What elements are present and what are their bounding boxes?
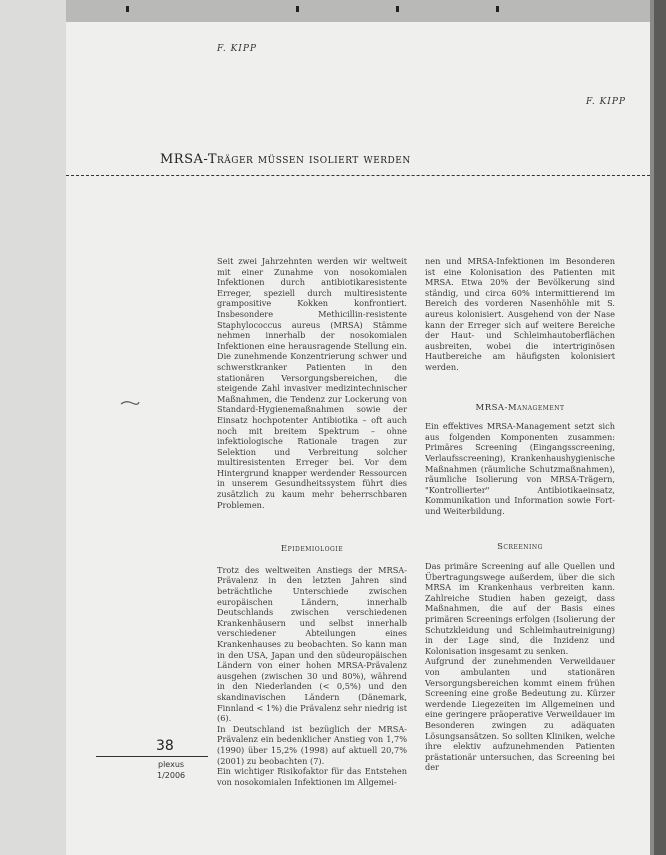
scan-smudge-mark [120, 398, 140, 408]
text-column-right [425, 256, 615, 773]
basis-paragraph: Aufgrund der zunehmenden Verweildauer von ambulanten und stationären Versorgungsbereichen kommt einem frühen Screening eine große Bedeutung zu. Kürzer werdende Liegezeiten im Allgemeinen und eine geringere präoperative Verweildauer im Besonderen zwingen zu adäquaten Lösungsansätzen. So sollten Kliniken, welche ihre elektiv aufzunehmenden Patienten prästationär untersuchen, das Screening bei der [425, 656, 615, 773]
headline-rule [66, 175, 650, 176]
colonisation-paragraph: nen und MRSA-Infektionen im Besonderen ist eine Kolonisation des Patienten mit MRSA. Etwa 20% der Bevölkerung sind ständig, und circa 60% intermittierend im Bereich des vorderen Nasenhöhle mit S. aureus kolonisiert. Ausgehend von der Nase kann der Erreger sich auf weitere Bereiche der Haut- und Schleimhautoberflächen ausbreiten, wobei die intertriginösen Hautbereiche am häufigsten kolonisiert werden. [425, 256, 615, 372]
germany-paragraph: In Deutschland ist bezüglich der MRSA-Prävalenz ein bedenklicher Anstieg von 1,7% (1990) über 15,2% (1998) auf aktuell 20,7% (2001) zu beobachten (7). [217, 723, 407, 766]
risk-factor-paragraph: Ein wichtiger Risikofaktor für das Entstehen von nosokomialen Infektionen im Allgemei- [217, 766, 407, 787]
section-heading-management: MRSA-Management [475, 402, 565, 413]
screening-paragraph: Das primäre Screening auf alle Quellen und Übertragungswege außerdem, über die sich MRSA im Krankenhaus verbreiten kann. Zahlreiche Studien haben gezeigt, dass Maßnahmen, die auf der Basis eines primären Screenings erfolgen (Isolierung der Schutzkleidung und Schleimhautreinigung) in der Lage sind, die Inzidenz und Kolonisation insgesamt zu senken. [425, 561, 615, 656]
article-headline: MRSA-Träger müssen isoliert werden [160, 152, 411, 167]
intro-paragraph: Seit zwei Jahrzehnten werden wir weltweit mit einer Zunahme von nosokomialen Infektionen durch antibiotikaresistente Erreger, speziell durch multiresistente grampositive Kokken konfrontiert. Insbesondere Methicillin-resistente Staphylococcus aureus (MRSA) Stämme nehmen innerhalb der nosokomialen Infektionen eine herausragende Stellung ein. Die zunehmende Konzentrierung schwer und schwerstkranker Patienten in den stationären Versorgungsbereichen, die steigende Zahl invasiver medizintechnischer Maßnahmen, die Tendenz zur Lockerung von Standard-Hygienemaßnahmen sowie der Einsatz hochpotenter Antibiotika – oft auch noch mit breitem Spektrum – ohne infektiologische Rationale tragen zur Selektion und Verbreitung solcher multiresistenten Erreger bei. Vor dem Hintergrund knapper werdender Ressourcen in unserem Gesundheitssystem führt dies zusätzlich zu kaum mehr beherrschbaren Problemen. [217, 256, 407, 510]
journal-issue: 1/2006 [157, 771, 186, 780]
journal-name: plexus [158, 760, 185, 769]
section-heading-epidemiology: Epidemiologie [280, 544, 344, 555]
epidemiology-paragraph: Trotz des weltweiten Anstiegs der MRSA-Prävalenz in den letzten Jahren sind beträchtliche Unterschiede zwischen europäischen Ländern, innerhalb Deutschlands zwischen verschiedenen Krankenhäusern und selbst innerhalb verschiedener Abteilungen eines Krankenhauses zu beobachten. So kann man in den USA, Japan und den südeuropäischen Ländern von einer hohen MRSA-Prävalenz ausgehen (zwischen 30 und 80%), während in den Niederlanden (< 0,5%) und den skandinavischen Ländern (Dänemark, Finnland < 1%) die Prävalenz sehr niedrig ist (6). [217, 564, 407, 724]
page-binding-edge [650, 0, 666, 855]
text-column-left [217, 256, 407, 787]
running-header-left: F. KIPP [217, 44, 257, 54]
running-header-right: F. KIPP [586, 97, 626, 107]
management-paragraph: Ein effektives MRSA-Management setzt sich aus folgenden Komponenten zusammen: Primäres Screening (Eingangsscreening, Verlaufsscreening), Krankenhaushygienische Maßnahmen (räumliche Schutzmaßnahmen), räumliche Isolierung von MRSA-Trägern, "Kontrollierter" Antibiotikaeinsatz, Kommunikation und Information sowie Fort- und Weiterbildung. [425, 421, 615, 516]
subheading-screening: Screening [497, 542, 543, 553]
page-left-margin [0, 0, 66, 855]
page-number: 38 [156, 738, 174, 754]
scan-top-edge [66, 0, 650, 22]
footer-rule [96, 756, 208, 757]
